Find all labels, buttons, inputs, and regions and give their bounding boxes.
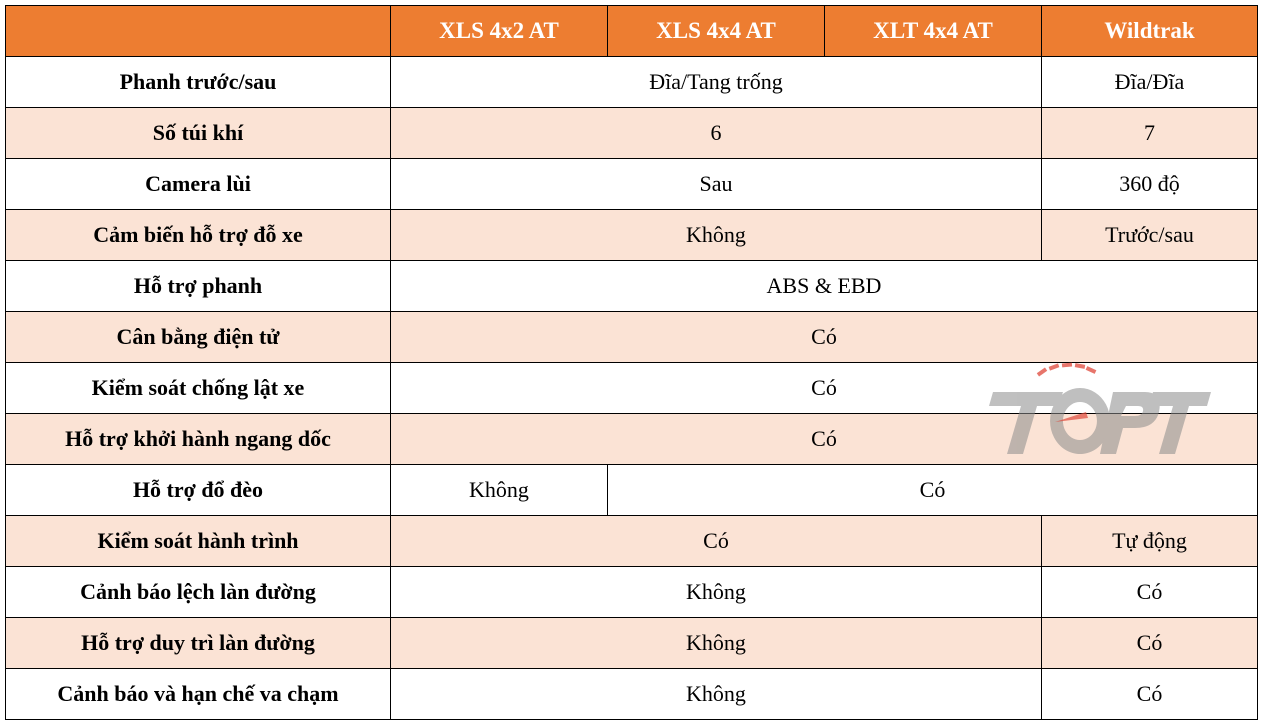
value-cell: 6 — [391, 108, 1042, 159]
value-cell: Không — [391, 618, 1042, 669]
table-row — [6, 567, 1258, 618]
value-cell: 7 — [1042, 108, 1258, 159]
table-row — [6, 261, 1258, 312]
value-cell: Không — [391, 210, 1042, 261]
header-row — [6, 6, 1258, 57]
feature-label: Cân bằng điện tử — [6, 312, 391, 363]
table-row — [6, 414, 1258, 465]
table-row — [6, 516, 1258, 567]
value-cell: Có — [1042, 618, 1258, 669]
table-row — [6, 210, 1258, 261]
spec-body — [6, 57, 1258, 720]
feature-label: Cảnh báo và hạn chế va chạm — [6, 669, 391, 720]
value-cell: Có — [608, 465, 1258, 516]
table-row — [6, 312, 1258, 363]
feature-label: Hỗ trợ phanh — [6, 261, 391, 312]
value-cell: Tự động — [1042, 516, 1258, 567]
table-row — [6, 57, 1258, 108]
table-row — [6, 618, 1258, 669]
value-cell: 360 độ — [1042, 159, 1258, 210]
value-cell: Có — [391, 363, 1258, 414]
feature-label: Kiểm soát chống lật xe — [6, 363, 391, 414]
header-corner-cell — [6, 6, 391, 57]
value-cell: Không — [391, 465, 608, 516]
feature-label: Hỗ trợ khởi hành ngang dốc — [6, 414, 391, 465]
feature-label: Số túi khí — [6, 108, 391, 159]
header-wildtrak: Wildtrak — [1042, 6, 1258, 57]
feature-label: Hỗ trợ duy trì làn đường — [6, 618, 391, 669]
value-cell: Có — [1042, 567, 1258, 618]
feature-label: Camera lùi — [6, 159, 391, 210]
header-xls-4x2: XLS 4x2 AT — [391, 6, 608, 57]
header-xlt-4x4: XLT 4x4 AT — [825, 6, 1042, 57]
value-cell: Đĩa/Tang trống — [391, 57, 1042, 108]
value-cell: Không — [391, 567, 1042, 618]
value-cell: Có — [391, 516, 1042, 567]
feature-label: Hỗ trợ đổ đèo — [6, 465, 391, 516]
value-cell: Có — [1042, 669, 1258, 720]
value-cell: Sau — [391, 159, 1042, 210]
value-cell: Có — [391, 414, 1258, 465]
feature-label: Cảm biến hỗ trợ đỗ xe — [6, 210, 391, 261]
value-cell: Không — [391, 669, 1042, 720]
header-xls-4x4: XLS 4x4 AT — [608, 6, 825, 57]
table-row — [6, 363, 1258, 414]
feature-label: Kiểm soát hành trình — [6, 516, 391, 567]
table-row — [6, 108, 1258, 159]
value-cell: Trước/sau — [1042, 210, 1258, 261]
feature-label: Phanh trước/sau — [6, 57, 391, 108]
value-cell: Có — [391, 312, 1258, 363]
feature-label: Cảnh báo lệch làn đường — [6, 567, 391, 618]
table-row — [6, 465, 1258, 516]
table-row — [6, 159, 1258, 210]
value-cell: ABS & EBD — [391, 261, 1258, 312]
spec-table — [5, 5, 1258, 720]
value-cell: Đĩa/Đĩa — [1042, 57, 1258, 108]
table-row — [6, 669, 1258, 720]
